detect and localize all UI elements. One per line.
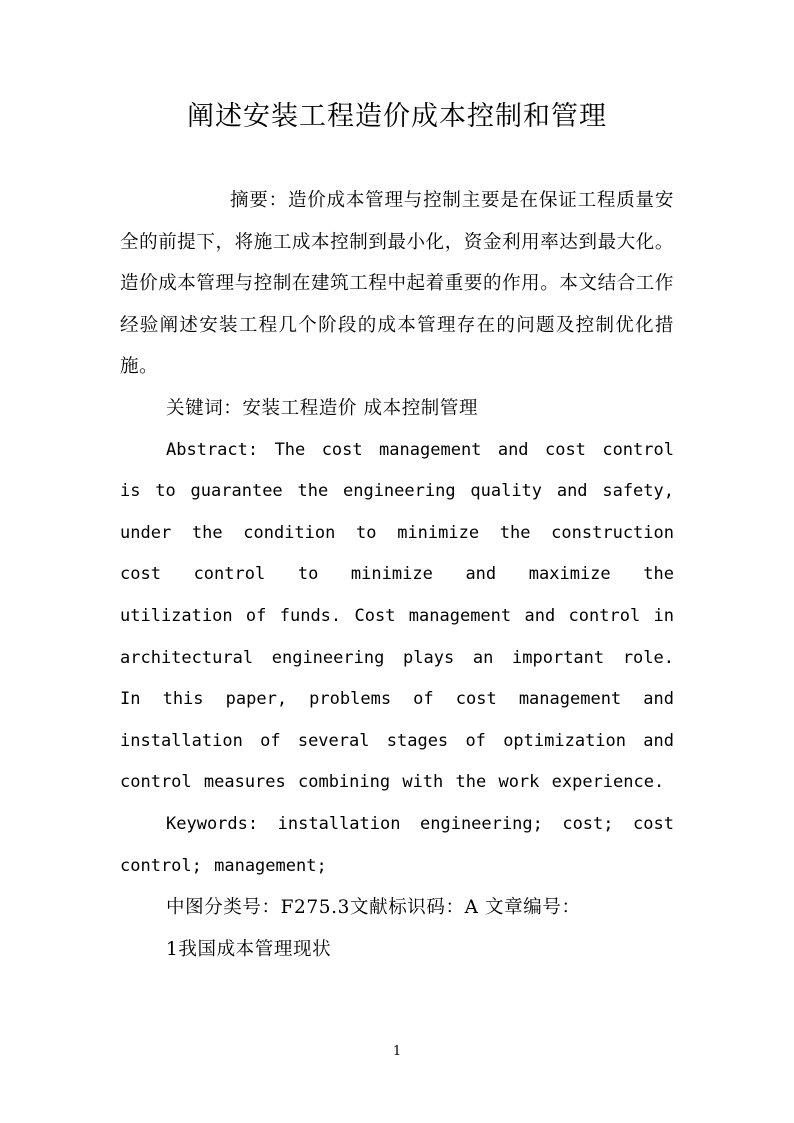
abstract-en-label: Abstract:	[166, 439, 259, 460]
abstract-en-text: The cost management and cost control is to guarantee the engineering quality and safety, under the condition to minimize the construction cost control to minimize and maximize the utilization of funds. Cost management and control in architectural engineering plays an important role. In this paper, problems of cost management and installation of several stages of optimization and control measures combining with the work experience.	[120, 439, 674, 793]
abstract-cn-label: 摘要：	[230, 190, 288, 211]
keywords-cn-paragraph	[120, 388, 674, 430]
keywords-en-paragraph	[120, 804, 674, 887]
keywords-cn-label: 关键词：	[166, 397, 243, 419]
keywords-en-label: Keywords:	[166, 813, 259, 834]
abstract-cn-paragraph	[120, 180, 674, 388]
page-number: 1	[392, 1044, 402, 1059]
keywords-cn-text: 安装工程造价 成本控制管理	[242, 397, 479, 419]
document-title: 阐述安装工程造价成本控制和管理	[187, 101, 607, 132]
document-body	[120, 180, 674, 970]
abstract-en-paragraph	[120, 430, 674, 804]
keywords-en-text: installation engineering; cost; cost control; management;	[120, 813, 674, 876]
classification-line: 中图分类号：F275.3文献标识码：A 文章编号：	[166, 897, 581, 919]
section-heading: 1我国成本管理现状	[166, 938, 332, 960]
abstract-cn-text: 造价成本管理与控制主要是在保证工程质量安全的前提下，将施工成本控制到最小化，资金利用率达到最大化。造价成本管理与控制在建筑工程中起着重要的作用。本文结合工作经验阐述安装工程几个阶段的成本管理存在的问题及控制优化措施。	[120, 190, 674, 378]
